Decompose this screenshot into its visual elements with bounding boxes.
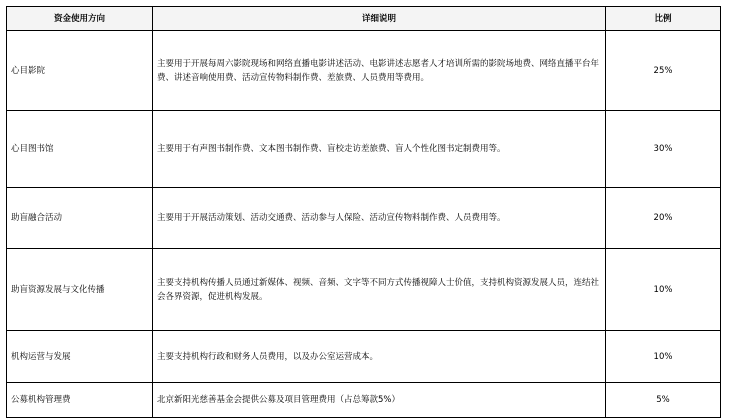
direction-cell: 助盲资源发展与文化传播 <box>7 249 153 331</box>
ratio-cell: 10% <box>606 331 721 383</box>
header-ratio: 比例 <box>606 7 721 31</box>
detail-cell: 主要支持机构行政和财务人员费用，以及办公室运营成本。 <box>153 331 606 383</box>
direction-cell: 机构运营与发展 <box>7 331 153 383</box>
table-row <box>7 31 721 111</box>
ratio-cell: 25% <box>606 31 721 111</box>
direction-cell: 心目图书馆 <box>7 111 153 188</box>
direction-cell: 心目影院 <box>7 31 153 111</box>
header-detail: 详细说明 <box>153 7 606 31</box>
header-direction: 资金使用方向 <box>7 7 153 31</box>
direction-cell: 公募机构管理费 <box>7 383 153 418</box>
detail-cell: 主要用于有声图书制作费、文本图书制作费、盲校走访差旅费、盲人个性化图书定制费用等。 <box>153 111 606 188</box>
ratio-cell: 10% <box>606 249 721 331</box>
ratio-cell: 5% <box>606 383 721 418</box>
ratio-cell: 20% <box>606 188 721 249</box>
detail-cell: 主要支持机构传播人员通过新媒体、视频、音频、文字等不同方式传播视障人士价值，支持机构资源发展人员，连结社会各界资源，促进机构发展。 <box>153 249 606 331</box>
direction-cell: 助盲融合活动 <box>7 188 153 249</box>
table-row <box>7 331 721 383</box>
fund-usage-table <box>6 6 721 418</box>
table-row <box>7 249 721 331</box>
detail-cell: 主要用于开展每周六影院现场和网络直播电影讲述活动、电影讲述志愿者人才培训所需的影院场地费、网络直播平台年费、讲述音响使用费、活动宣传物料制作费、差旅费、人员费用等费用。 <box>153 31 606 111</box>
ratio-cell: 30% <box>606 111 721 188</box>
detail-cell: 北京新阳光慈善基金会提供公募及项目管理费用（占总筹款5%） <box>153 383 606 418</box>
table-row <box>7 111 721 188</box>
table-row <box>7 188 721 249</box>
table-row <box>7 383 721 418</box>
table-header-row <box>7 7 721 31</box>
detail-cell: 主要用于开展活动策划、活动交通费、活动参与人保险、活动宣传物料制作费、人员费用等。 <box>153 188 606 249</box>
